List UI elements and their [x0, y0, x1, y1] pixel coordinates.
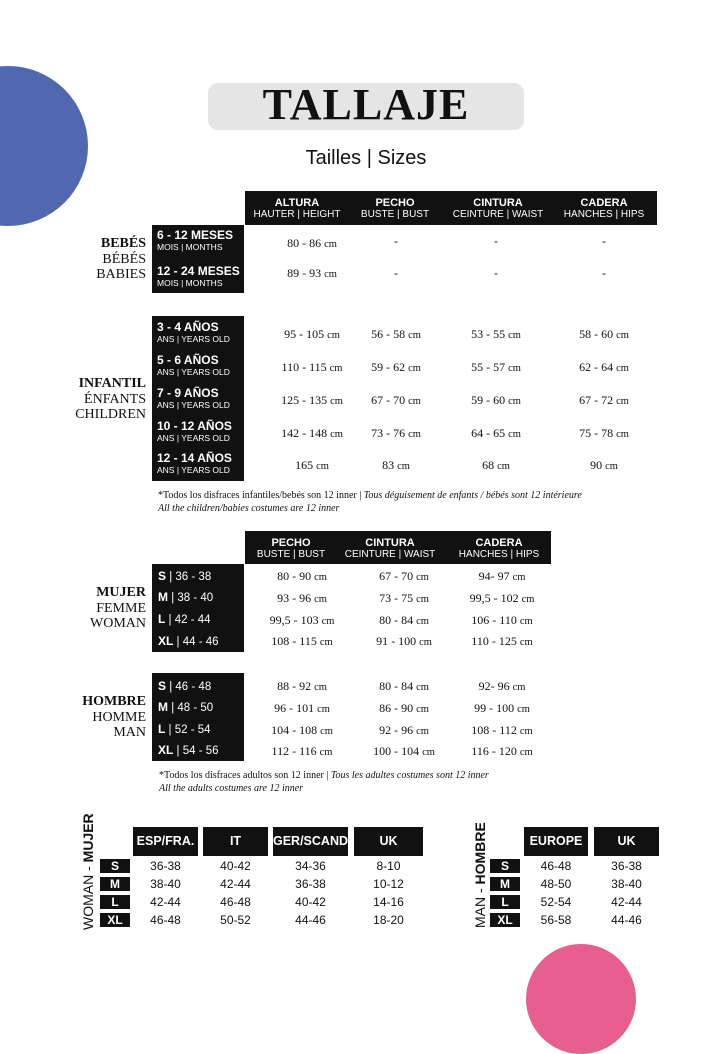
woman-conv-3-2: 44-46	[295, 913, 326, 927]
woman-conv-0-2: 34-36	[295, 859, 326, 873]
children-4-height: 165 cm	[295, 458, 329, 472]
children-age-4: 12 - 14 AÑOS ANS | YEARS OLD	[157, 451, 232, 475]
babies-0-waist: -	[494, 234, 498, 248]
babies-label: BEBÉS BÉBÉS BABIES	[96, 236, 146, 282]
woman-size-0: S | 36 - 38	[158, 569, 212, 583]
kids-header-waist: CINTURA CEINTURE | WAIST	[446, 197, 550, 220]
babies-age-0: 6 - 12 MESES MOIS | MONTHS	[157, 228, 234, 252]
children-1-waist: 55 - 57 cm	[471, 360, 521, 374]
woman-0-waist: 67 - 70 cm	[379, 569, 429, 583]
woman-conv-header-0: ESP/FRA.	[133, 827, 198, 856]
man-conv-1-0: 48-50	[540, 877, 572, 891]
woman-3-waist: 91 - 100 cm	[376, 634, 432, 648]
woman-2-hips: 106 - 110 cm	[471, 613, 533, 627]
man-conversion-vertical-label: MAN - HOMBRE	[472, 822, 488, 928]
kids-header-hips: CADERA HANCHES | HIPS	[554, 197, 654, 220]
children-label: INFANTIL ÉNFANTS CHILDREN	[75, 376, 146, 422]
woman-conv-2-1: 46-48	[220, 895, 251, 909]
man-3-waist: 100 - 104 cm	[373, 744, 435, 758]
woman-size-2: L | 42 - 44	[158, 612, 211, 626]
babies-0-hips: -	[602, 234, 606, 248]
man-conv-2-1: 42-44	[611, 895, 642, 909]
woman-1-bust: 93 - 96 cm	[277, 591, 327, 605]
man-conv-header-0: EUROPE	[524, 827, 588, 856]
children-age-0: 3 - 4 AÑOS ANS | YEARS OLD	[157, 320, 230, 344]
children-3-waist: 64 - 65 cm	[471, 426, 521, 440]
woman-conv-header-2: GER/SCAND	[273, 827, 348, 856]
man-1-waist: 86 - 90 cm	[379, 701, 429, 715]
woman-conv-3-1: 50-52	[220, 913, 251, 927]
woman-0-hips: 94- 97 cm	[478, 569, 526, 583]
man-size-0: S | 46 - 48	[158, 679, 212, 693]
woman-conv-header-1: IT	[203, 827, 268, 856]
man-3-bust: 112 - 116 cm	[271, 744, 333, 758]
man-conv-size-2: L	[490, 895, 520, 909]
children-0-height: 95 - 105 cm	[284, 327, 340, 341]
adult-header-hips: CADERA HANCHES | HIPS	[449, 537, 549, 560]
children-2-hips: 67 - 72 cm	[579, 393, 629, 407]
woman-conv-0-0: 36-38	[150, 859, 181, 873]
children-age-1: 5 - 6 AÑOS ANS | YEARS OLD	[157, 353, 230, 377]
adult-header-bust: PECHO BUSTE | BUST	[245, 537, 337, 560]
woman-conv-2-2: 40-42	[295, 895, 326, 909]
decorative-pink-circle	[526, 944, 636, 1054]
children-1-bust: 59 - 62 cm	[371, 360, 421, 374]
babies-1-waist: -	[494, 266, 498, 280]
man-2-waist: 92 - 96 cm	[379, 723, 429, 737]
woman-label: MUJER FEMME WOMAN	[90, 585, 146, 631]
woman-conv-size-2: L	[100, 895, 130, 909]
children-3-height: 142 - 148 cm	[281, 426, 343, 440]
man-conv-3-1: 44-46	[611, 913, 642, 927]
woman-conv-size-0: S	[100, 859, 130, 873]
man-size-3: XL | 54 - 56	[158, 743, 219, 757]
woman-conv-3-0: 46-48	[150, 913, 181, 927]
woman-1-hips: 99,5 - 102 cm	[469, 591, 535, 605]
woman-3-bust: 108 - 115 cm	[271, 634, 333, 648]
man-conv-header-1: UK	[594, 827, 659, 856]
babies-1-bust: -	[394, 266, 398, 280]
man-0-waist: 80 - 84 cm	[379, 679, 429, 693]
man-conv-size-3: XL	[490, 913, 520, 927]
man-3-hips: 116 - 120 cm	[471, 744, 533, 758]
man-0-bust: 88 - 92 cm	[277, 679, 327, 693]
adult-note: *Todos los disfraces adultos son 12 inner | Tous les adultes costumes sont 12 inner All the adults costumes are 12 inner	[159, 770, 489, 794]
woman-conv-size-3: XL	[100, 913, 130, 927]
children-3-hips: 75 - 78 cm	[579, 426, 629, 440]
man-conv-size-1: M	[490, 877, 520, 891]
page-subtitle: Tailles | Sizes	[305, 147, 427, 169]
man-label: HOMBRE HOMME MAN	[82, 694, 146, 740]
children-4-bust: 83 cm	[382, 458, 410, 472]
woman-1-waist: 73 - 75 cm	[379, 591, 429, 605]
man-size-2: L | 52 - 54	[158, 722, 211, 736]
children-3-bust: 73 - 76 cm	[371, 426, 421, 440]
children-0-hips: 58 - 60 cm	[579, 327, 629, 341]
babies-0-bust: -	[394, 234, 398, 248]
man-conv-1-1: 38-40	[611, 877, 642, 891]
kids-note: *Todos los disfraces infantiles/bebés son 12 inner | Tous déguisement de enfants / bébés sont 12 intérieure All the children/babies costumes are 12 inner	[158, 490, 582, 514]
children-0-waist: 53 - 55 cm	[471, 327, 521, 341]
woman-conv-1-1: 42-44	[220, 877, 251, 891]
children-2-bust: 67 - 70 cm	[371, 393, 421, 407]
woman-conv-0-1: 40-42	[220, 859, 251, 873]
children-age-3: 10 - 12 AÑOS ANS | YEARS OLD	[157, 419, 232, 443]
man-conv-3-0: 56-58	[540, 913, 572, 927]
woman-size-1: M | 38 - 40	[158, 590, 214, 604]
man-size-1: M | 48 - 50	[158, 700, 214, 714]
children-1-height: 110 - 115 cm	[281, 360, 343, 374]
babies-0-height: 80 - 86 cm	[287, 236, 337, 250]
children-2-height: 125 - 135 cm	[281, 393, 343, 407]
man-conv-2-0: 52-54	[540, 895, 572, 909]
man-0-hips: 92- 96 cm	[478, 679, 526, 693]
woman-0-bust: 80 - 90 cm	[277, 569, 327, 583]
babies-age-1: 12 - 24 MESES MOIS | MONTHS	[157, 264, 240, 288]
man-conv-size-0: S	[490, 859, 520, 873]
children-0-bust: 56 - 58 cm	[371, 327, 421, 341]
woman-conv-2-3: 14-16	[373, 895, 404, 909]
children-2-waist: 59 - 60 cm	[471, 393, 521, 407]
decorative-blue-circle	[0, 66, 88, 226]
woman-2-bust: 99,5 - 103 cm	[269, 613, 335, 627]
woman-conv-1-0: 38-40	[150, 877, 181, 891]
woman-2-waist: 80 - 84 cm	[379, 613, 429, 627]
woman-conv-header-3: UK	[354, 827, 423, 856]
woman-conv-2-0: 42-44	[150, 895, 181, 909]
man-2-bust: 104 - 108 cm	[271, 723, 333, 737]
children-1-hips: 62 - 64 cm	[579, 360, 629, 374]
children-4-waist: 68 cm	[482, 458, 510, 472]
kids-header-height: ALTURA HAUTER | HEIGHT	[247, 197, 347, 220]
man-1-hips: 99 - 100 cm	[474, 701, 530, 715]
man-2-hips: 108 - 112 cm	[471, 723, 533, 737]
children-age-2: 7 - 9 AÑOS ANS | YEARS OLD	[157, 386, 230, 410]
adult-header-waist: CINTURA CEINTURE | WAIST	[337, 537, 443, 560]
woman-conv-1-3: 10-12	[373, 877, 404, 891]
woman-conversion-vertical-label: WOMAN - MUJER	[80, 813, 96, 930]
babies-1-height: 89 - 93 cm	[287, 266, 337, 280]
woman-conv-1-2: 36-38	[295, 877, 326, 891]
woman-size-3: XL | 44 - 46	[158, 634, 219, 648]
babies-1-hips: -	[602, 266, 606, 280]
page-title: TALLAJE	[262, 80, 470, 129]
man-conv-0-1: 36-38	[611, 859, 642, 873]
man-1-bust: 96 - 101 cm	[274, 701, 330, 715]
woman-conv-3-3: 18-20	[373, 913, 404, 927]
children-4-hips: 90 cm	[590, 458, 618, 472]
woman-conv-size-1: M	[100, 877, 130, 891]
woman-3-hips: 110 - 125 cm	[471, 634, 533, 648]
kids-header-bust: PECHO BUSTE | BUST	[345, 197, 445, 220]
woman-conv-0-3: 8-10	[376, 859, 401, 873]
man-conv-0-0: 46-48	[540, 859, 572, 873]
